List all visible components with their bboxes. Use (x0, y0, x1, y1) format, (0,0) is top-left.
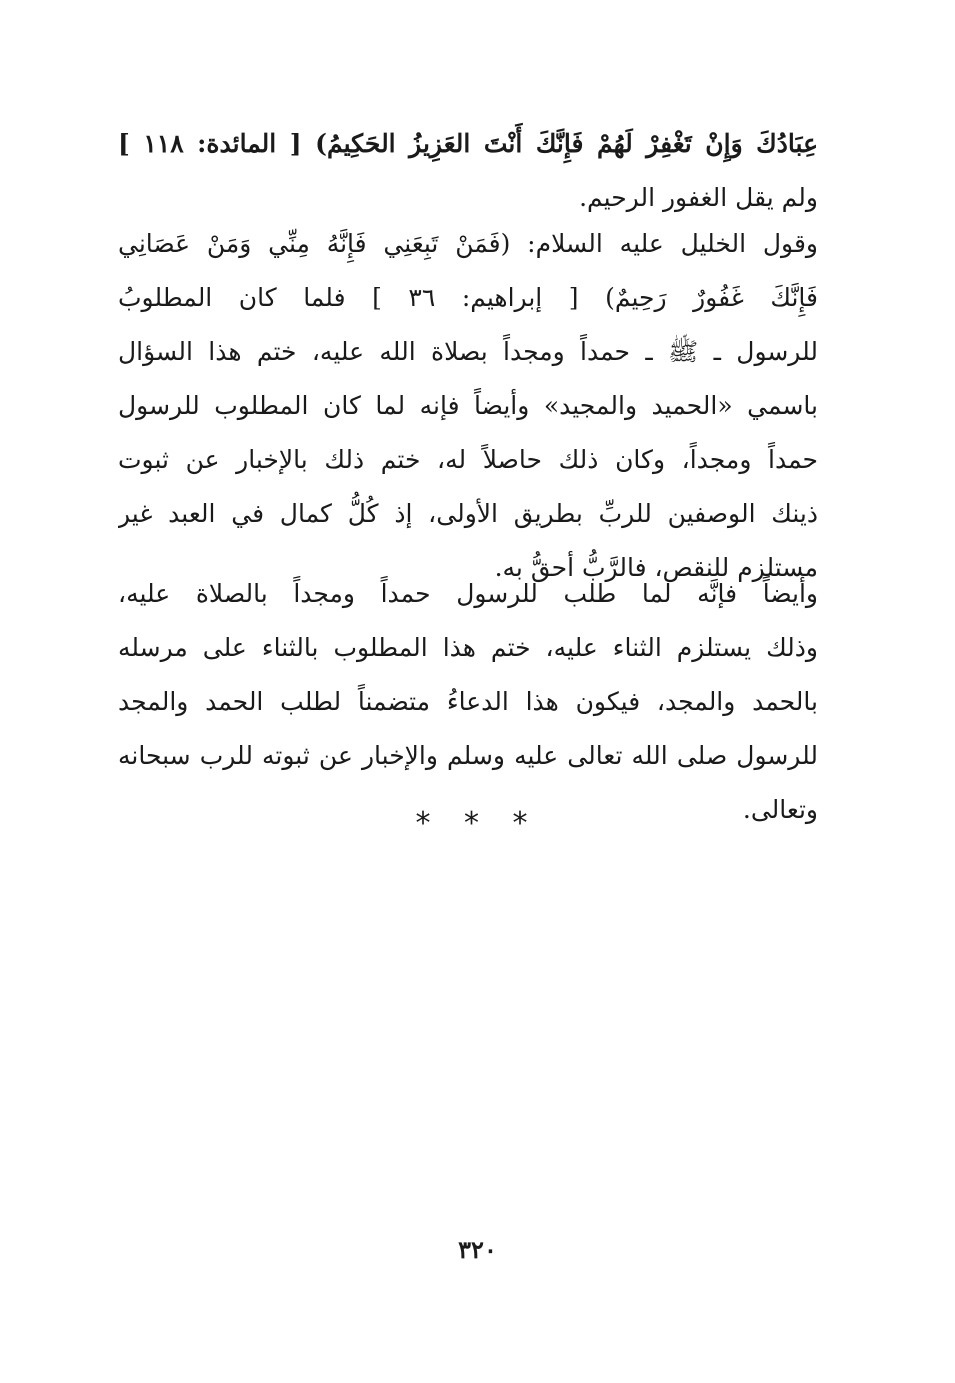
text-line: وتعالى. (742, 795, 818, 824)
text-line: وقول الخليل عليه السلام: (فَمَنْ تَبِعَنِي فَإِنَّهُ مِنِّي وَمَنْ عَصَانِي (118, 229, 818, 258)
text-line: للرسول ـ ﷺ ـ حمداً ومجداً بصلاة الله عليه، ختم هذا السؤال (118, 337, 818, 366)
text-line: عِبَادُكَ وَإِنْ تَغْفِرْ لَهُمْ فَإِنَّكَ أَنْتَ العَزِيزُ الحَكِيمُ) [ المائدة: ١١٨ ] (118, 129, 818, 158)
text-line: وذلك يستلزم الثناء عليه، ختم هذا المطلوب بالثناء على مرسله (118, 633, 818, 662)
text-line: للرسول صلى الله تعالى عليه وسلم والإخبار عن ثبوته للرب سبحانه (118, 741, 818, 770)
section-separator: * * * (415, 806, 540, 841)
paragraph-2 (118, 217, 818, 595)
text-line: مستلزم للنقص، فالرَّبُّ أحقُّ به. (494, 553, 818, 582)
text-line: حمداً ومجداً، وكان ذلك حاصلاً له، ختم ذلك بالإخبار عن ثبوت (118, 445, 818, 474)
text-line: بالحمد والمجد، فيكون هذا الدعاءُ متضمناً لطلب الحمد والمجد (118, 687, 818, 716)
text-line: ذينك الوصفين للربِّ بطريق الأولى، إذ كُلُّ كمال في العبد غير (118, 499, 818, 528)
text-line: باسمي «الحميد والمجيد» وأيضاً فإنه لما كان المطلوب للرسول (118, 391, 818, 420)
paragraph-3 (118, 567, 818, 837)
page-number: ٣٢٠ (458, 1235, 497, 1264)
text-line: ولم يقل الغفور الرحيم. (579, 183, 818, 212)
paragraph-1 (118, 117, 818, 225)
text-line: فَإِنَّكَ غَفُورٌ رَحِيمٌ) [ إبراهيم: ٣٦ ] فلما كان المطلوبُ (118, 283, 818, 312)
text-line: وأيضاً فإنَّه لما طلب للرسول حمداً ومجداً بالصلاة عليه، (118, 579, 818, 608)
